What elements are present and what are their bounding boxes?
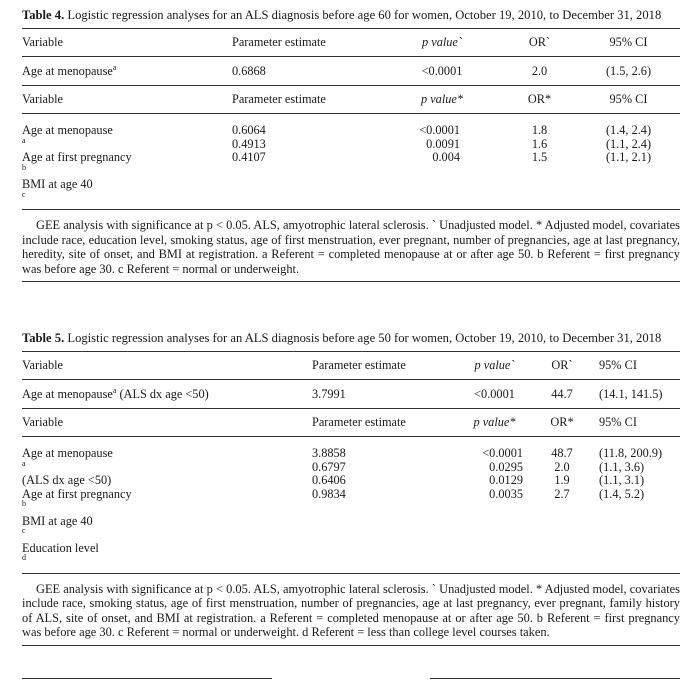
table-row [22,57,680,85]
header-cell: Parameter estimate [232,35,326,49]
table-note: GEE analysis with significance at p < 0.05. ALS, amyotrophic lateral sclerosis. ` Unadjusted model. * Adjusted model, covariates include race, education level, smoking status, age of first menstruation, ever pregnant, number of pregnancies, age at last pregnancy, heredity, site of onset, and BMI at registration. a Referent = completed menopause at or after age 50. b Referent = first pregnancy was before age 30. c Referent = normal or underweight. [22,218,680,276]
header-cell: 95% CI [609,92,648,106]
cell-p: <0.0001 [421,64,463,78]
table-5 [22,331,680,646]
cell-ci: (14.1, 141.5) [599,387,663,401]
header-cell: Variable [22,358,63,372]
data-table [22,352,680,379]
data-table [22,409,680,436]
data-table [22,29,680,56]
header-cell: Parameter estimate [312,415,406,429]
header-cell: OR` [551,358,573,372]
header-cell: p value* [473,415,516,429]
footer-rule-right [430,678,680,679]
cell-variable: Age at menopause$^a$ [22,62,117,78]
header-cell: p value` [474,358,515,372]
header-cell: Variable [22,415,63,429]
table-4 [22,8,680,282]
table-row [22,437,680,573]
cell-variable: Age at menopause$^a$ (ALS dx age <50) [22,385,209,401]
cell-p: <0.0001 0.0295 0.0129 0.0035 [482,446,523,501]
cell-ci: (1.5, 2.6) [605,64,652,78]
header-cell: Parameter estimate [232,92,326,106]
data-table [22,57,680,85]
table-title: Logistic regression analyses for an ALS diagnosis before age 50 for women, October 19, 2010, to December 31, 2018 [67,331,662,345]
data-table [22,114,680,209]
header-cell: OR* [527,92,552,106]
header-cell: Variable [22,92,63,106]
cell-variable: Age at menopause $^a$ Age at first pregnancy $^b$ BMI at age 40 $^c$ [22,123,132,199]
cell-estimate: 0.6868 [232,64,266,78]
cell-p: <0.0001 [474,387,515,401]
header-row-adjusted [22,86,680,113]
data-table [22,86,680,113]
table-row [22,114,680,209]
header-row-unadjusted [22,29,680,56]
header-cell: 95% CI [599,358,637,372]
footer-rule-left [22,678,272,679]
data-table [22,437,680,573]
table-title: Logistic regression analyses for an ALS diagnosis before age 60 for women, October 19, 2010, to December 31, 2018 [67,8,662,22]
cell-variable: Age at menopause $^a$ (ALS dx age <50) Age at first pregnancy $^b$ BMI at age 40 $^c$ Education level $^d$ [22,446,132,562]
cell-or: 1.8 1.6 1.5 [531,123,548,164]
rule [22,645,680,646]
header-cell: 95% CI [609,35,648,49]
header-cell: p value* [420,92,463,106]
table-note: GEE analysis with significance at p < 0.05. ALS, amyotrophic lateral sclerosis. ` Unadjusted model. * Adjusted model, covariates include race, smoking status, age of first menstruation, number of pregnancies, age at last pregnancy, ever pregnant, family history of ALS, site of onset, and BMI at registration. a Referent = completed menopause at or after age 50. b Referent = first pregnancy was before age 30. c Referent = normal or underweight. d Referent = less than college level courses taken. [22,581,680,640]
cell-or: 48.7 2.0 1.9 2.7 [551,446,573,501]
rule [22,281,680,282]
cell-p: <0.0001 0.0091 0.004 [419,123,460,164]
cell-ci: (11.8, 200.9) (1.1, 3.6) (1.1, 3.1) (1.4, 5.2) [599,446,663,501]
header-cell: Parameter estimate [312,358,406,372]
header-cell: OR* [550,415,574,429]
cell-or: 44.7 [551,387,573,401]
cell-estimate: 3.7991 [312,387,346,401]
header-cell: p value` [422,35,462,49]
header-cell: 95% CI [599,415,637,429]
header-row-adjusted [22,409,680,436]
header-cell: OR` [528,35,551,49]
table-label: Table 4. [22,8,65,22]
cell-or: 2.0 [531,64,548,78]
cell-estimate: 0.6064 0.4913 0.4107 [232,123,266,164]
table-row [22,380,680,408]
cell-ci: (1.4, 2.4) (1.1, 2.4) (1.1, 2.1) [605,123,652,164]
table-caption [22,8,680,23]
header-row-unadjusted [22,352,680,379]
table-label: Table 5. [22,331,65,345]
cell-estimate: 3.8858 0.6797 0.6406 0.9834 [312,446,346,501]
data-table [22,380,680,408]
header-cell: Variable [22,35,63,49]
table-caption [22,331,680,346]
